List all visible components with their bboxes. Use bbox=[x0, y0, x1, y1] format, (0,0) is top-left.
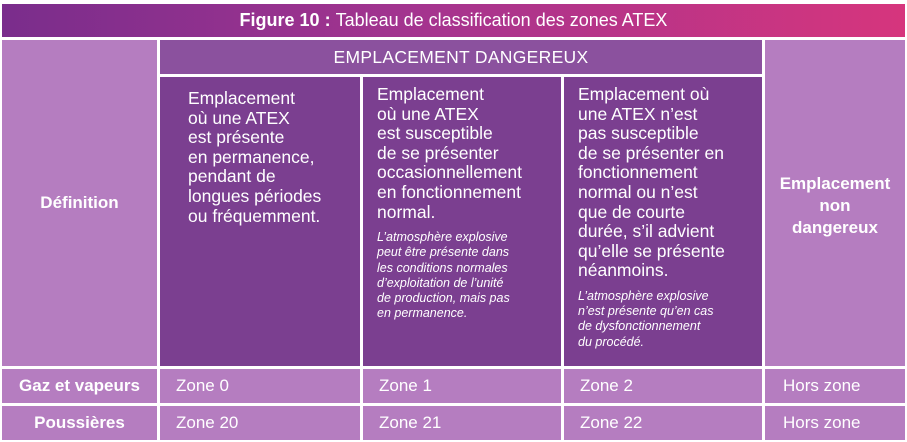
definition-line: Emplacement bbox=[377, 84, 484, 104]
definition-line: de se présenter en bbox=[578, 142, 724, 163]
note-line: de production, mais pas bbox=[377, 290, 510, 305]
zone-cell: Zone 22 bbox=[564, 406, 762, 440]
definition-line: longues périodes bbox=[188, 185, 322, 206]
figure-title-text: Tableau de classification des zones ATEX bbox=[335, 10, 668, 30]
definition-line: pas susceptible bbox=[578, 123, 699, 144]
zone-cell: Zone 0 bbox=[160, 369, 360, 403]
definition-label-cell bbox=[2, 40, 157, 366]
note-line: L’atmosphère explosive bbox=[377, 230, 508, 245]
note-line: L’atmosphère explosive bbox=[578, 288, 709, 303]
row-label-gas: Gaz et vapeurs bbox=[2, 369, 157, 403]
zone1-definition-cell bbox=[363, 77, 561, 366]
definition-line: où une ATEX bbox=[377, 103, 479, 124]
row-label-dust: Poussières bbox=[2, 406, 157, 440]
zone-cell: Zone 20 bbox=[160, 406, 360, 440]
non-dangerous-line: dangereux bbox=[792, 218, 878, 237]
zone2-note bbox=[578, 289, 762, 350]
definition-line: durée, s’il advient bbox=[578, 221, 715, 242]
zone-cell: Hors zone bbox=[765, 406, 905, 440]
zone1-definition bbox=[377, 85, 561, 222]
zone2-definition-cell bbox=[564, 77, 762, 366]
non-dangerous-label bbox=[780, 173, 891, 239]
note-line: en permanence. bbox=[377, 306, 468, 321]
zone-cell: Zone 2 bbox=[564, 369, 762, 403]
definition-line: néanmoins. bbox=[578, 260, 669, 281]
zone-cell: Zone 21 bbox=[363, 406, 561, 440]
zone0-definition bbox=[188, 89, 360, 226]
note-line: les conditions normales bbox=[377, 260, 508, 275]
zone1-note bbox=[377, 230, 561, 321]
figure-title-prefix: Figure 10 : bbox=[239, 10, 331, 30]
definition-line: est susceptible bbox=[377, 123, 493, 144]
definition-line: est présente bbox=[188, 127, 285, 148]
definition-label: Définition bbox=[40, 193, 119, 212]
zone2-definition bbox=[578, 85, 762, 281]
figure-title bbox=[2, 4, 905, 37]
zone-cell: Hors zone bbox=[765, 369, 905, 403]
non-dangerous-line: non bbox=[819, 196, 851, 215]
zone0-definition-cell bbox=[160, 77, 360, 366]
note-line: n’est présente qu’en cas bbox=[578, 304, 714, 319]
note-line: du procédé. bbox=[578, 334, 645, 349]
definition-line: fonctionnement bbox=[578, 162, 698, 183]
definition-line: occasionnellement bbox=[377, 162, 522, 183]
definition-line: que de courte bbox=[578, 201, 686, 222]
group-header bbox=[160, 40, 762, 74]
definition-line: de se présenter bbox=[377, 142, 499, 163]
note-line: peut être présente dans bbox=[377, 245, 510, 260]
group-header-label: EMPLACEMENT DANGEREUX bbox=[333, 46, 589, 67]
definition-line: Emplacement où bbox=[578, 84, 710, 104]
definition-line: en permanence, bbox=[188, 146, 315, 167]
definition-line: en fonctionnement bbox=[377, 181, 521, 202]
definition-line: normal ou n’est bbox=[578, 181, 698, 202]
definition-line: ou fréquemment. bbox=[188, 205, 321, 226]
definition-line: normal. bbox=[377, 201, 436, 222]
non-dangerous-line: Emplacement bbox=[779, 174, 891, 193]
definition-line: où une ATEX bbox=[188, 107, 290, 128]
definition-line: qu’elle se présente bbox=[578, 240, 725, 261]
definition-line: une ATEX n’est bbox=[578, 103, 698, 124]
definition-line: Emplacement bbox=[188, 88, 295, 108]
non-dangerous-cell bbox=[765, 40, 905, 366]
definition-line: pendant de bbox=[188, 166, 276, 187]
zone-cell: Zone 1 bbox=[363, 369, 561, 403]
note-line: de dysfonctionnement bbox=[578, 319, 701, 334]
note-line: d’exploitation de l’unité bbox=[377, 275, 504, 290]
